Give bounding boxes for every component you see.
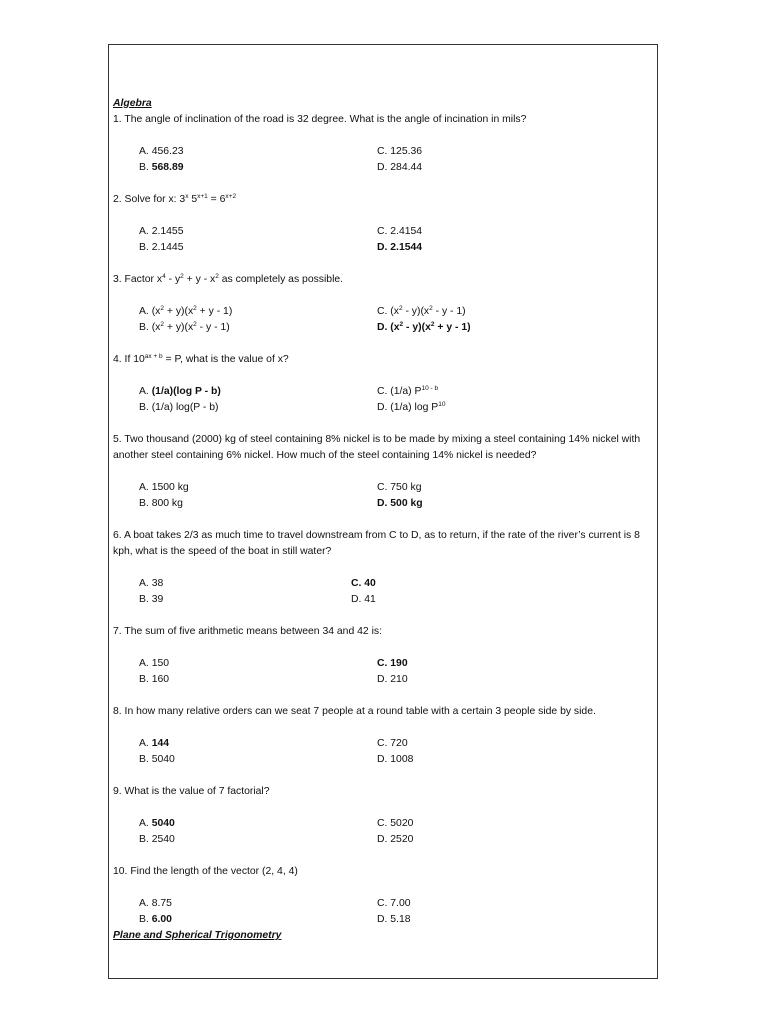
q10-option-a: A. 8.75 [139,898,172,909]
q7-option-a: A. 150 [139,658,170,669]
q6-option-d: D. 41 [351,594,376,605]
q4-option-c: C. (1/a) $P^{10 - b}$ [377,385,439,397]
q2-option-d: D. 2.1544 [377,242,423,253]
q10-option-c: C. 7.00 [377,898,411,909]
question-10-options [113,896,653,928]
q6-option-a: A. 38 [139,578,164,589]
question-7-options [113,656,653,688]
q3-option-c: C. $(x^2 - y)(x^2$ - y - 1) [377,305,466,317]
question-4: 4. If $10^{ax + b} = P$, what is the value of x? [113,353,289,365]
q5-option-a: A. 1500 kg [139,482,189,493]
question-3-options [113,304,653,336]
q3-option-a: A. $(x^2 + y)(x^2 + y - 1)$ [139,305,233,317]
q9-option-a: A. 5040 [139,818,175,829]
q4-option-a: A. (1/a)(log P - b) [139,386,221,397]
document-content [113,96,653,944]
q1-option-c: C. 125.36 [377,146,423,157]
question-3: 3. Factor $x^4 - y^2 + y - x^2$ as completely as possible. [113,273,344,285]
q10-option-d: D. 5.18 [377,914,411,925]
question-5-options [113,480,653,512]
question-6-options [113,576,653,608]
question-2-options [113,224,653,256]
q2-option-b: B. 2.1445 [139,242,184,253]
q3-option-b: B. $(x^2 + y)(x^2 - y - 1)$ [139,321,230,333]
question-4-options [113,384,653,416]
q10-option-b: B. 6.00 [139,914,172,925]
q9-option-c: C. 5020 [377,818,414,829]
section-heading-algebra: Algebra [113,98,152,109]
question-2: 2. Solve for x: 3$^x$ $5^{x+1} = 6^{x+2}$ [113,193,237,205]
q4-option-d: D. (1/a) $\log P^{10}$ [377,401,446,413]
q8-option-d: D. 1008 [377,754,414,765]
question-10: 10. Find the length of the vector (2, 4, 4) [113,866,298,877]
question-5: 5. Two thousand (2000) kg of steel containing 8% nickel is to be made by mixing a steel containing 14% nickel with another steel containing 6% nickel. How much of the steel containing 14% nickel is needed? [113,434,641,461]
q8-option-c: C. 720 [377,738,408,749]
question-8-options [113,736,653,768]
question-9: 9. What is the value of 7 factorial? [113,786,270,797]
q8-option-b: B. 5040 [139,754,175,765]
q2-option-a: A. 2.1455 [139,226,184,237]
q1-option-b: B. 568.89 [139,162,184,173]
question-1-options [113,144,653,176]
q4-option-b: B. (1/a) log(P - b) [139,402,219,413]
question-1: 1. The angle of inclination of the road is 32 degree. What is the angle of incination in mils? [113,114,527,125]
q8-option-a: A. 144 [139,738,170,749]
q6-option-c: C. 40 [351,578,376,589]
section-heading-trigonometry: Plane and Spherical Trigonometry [113,930,282,941]
q7-option-d: D. 210 [377,674,408,685]
q3-option-d: D. $(x^2 - y)(x^2 + y - 1)$ [377,321,471,333]
q5-option-b: B. 800 kg [139,498,183,509]
question-6: 6. A boat takes 2/3 as much time to travel downstream from C to D, as to return, if the rate of the river’s current is 8 kph, what is the speed of the boat in still water? [113,530,640,557]
question-7: 7. The sum of five arithmetic means between 34 and 42 is: [113,626,382,637]
q7-option-c: C. 190 [377,658,408,669]
question-9-options [113,816,653,848]
q1-option-a: A. 456.23 [139,146,184,157]
q5-option-c: C. 750 kg [377,482,422,493]
q9-option-b: B. 2540 [139,834,175,845]
q9-option-d: D. 2520 [377,834,414,845]
question-8: 8. In how many relative orders can we seat 7 people at a round table with a certain 3 people side by side. [113,706,596,717]
q5-option-d: D. 500 kg [377,498,423,509]
q1-option-d: D. 284.44 [377,162,423,173]
q6-option-b: B. 39 [139,594,164,605]
q7-option-b: B. 160 [139,674,170,685]
q2-option-c: C. 2.4154 [377,226,423,237]
